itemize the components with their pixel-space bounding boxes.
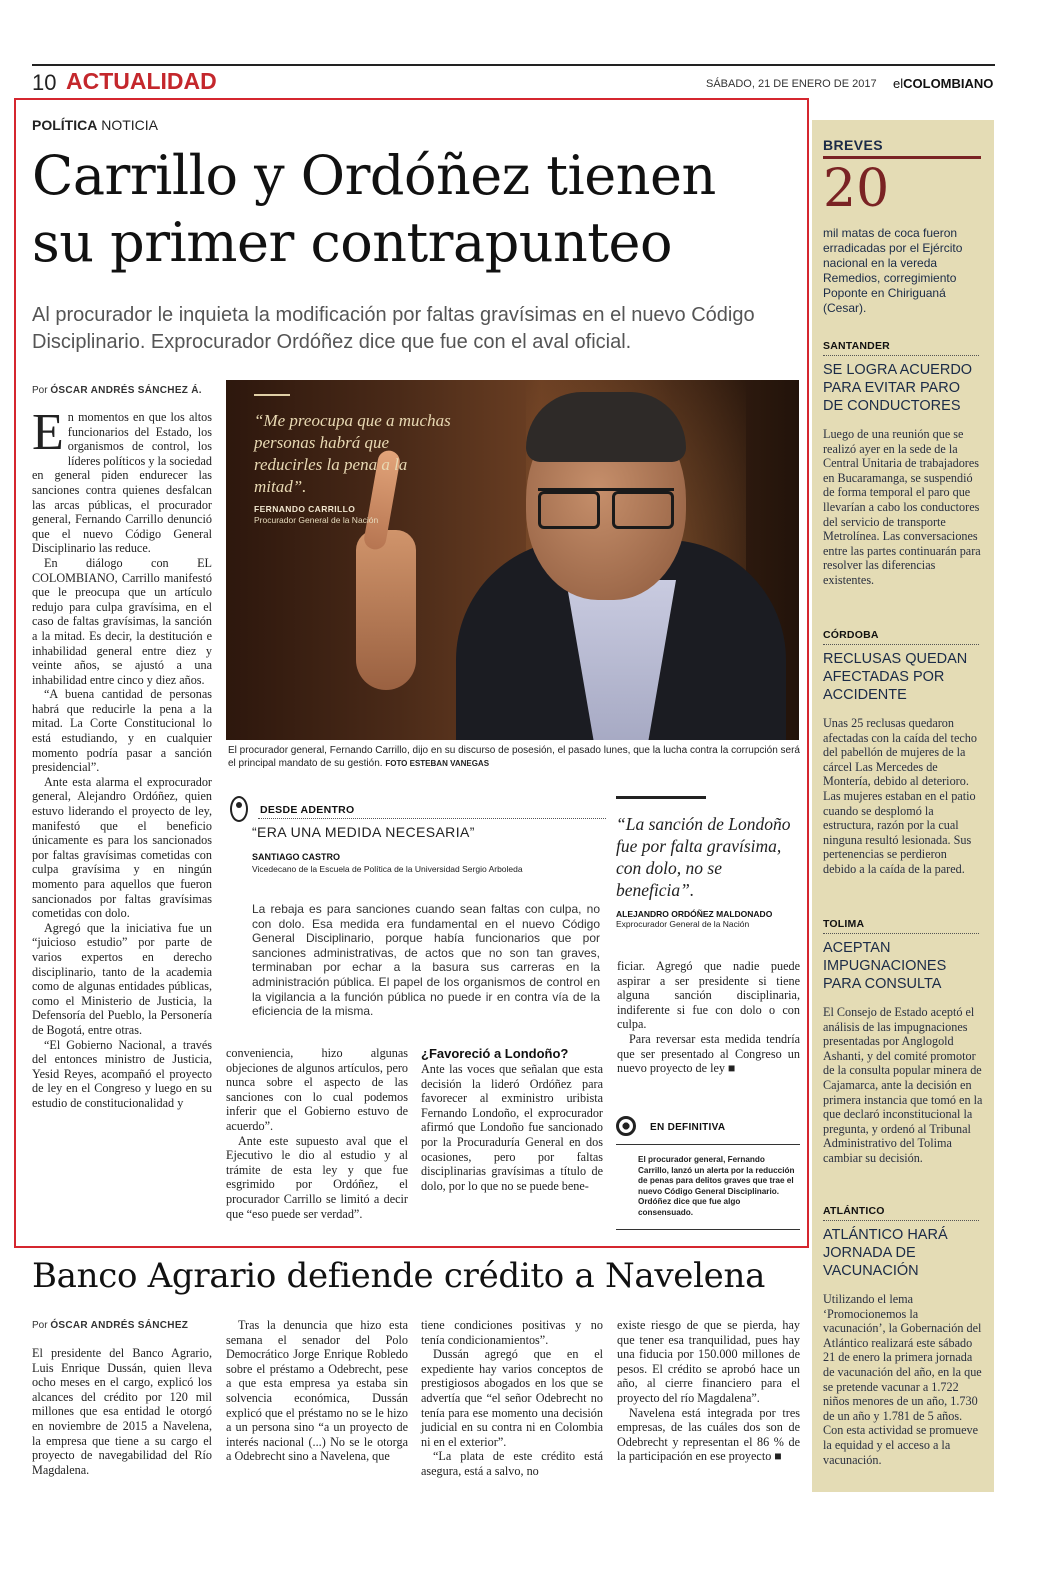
inside-box-name: SANTIAGO CASTRO xyxy=(252,852,341,862)
inside-box-text: La rebaja es para sanciones cuando sean faltas con culpa, no con dolo. Esa medida era fundamental en el nuevo Código General Disciplinario, porque había funcionarios que por sanciones administrativas, de actos que no son tan graves, terminaban por echar a la basura sus carreras en la administración pública. El papel de los organismos de control en la vigilancia a la función pública no puede ir en contra vía de la eficiencia de la misma. xyxy=(252,902,600,1019)
brief-region: CÓRDOBA xyxy=(823,629,879,641)
brief-item-atlantico xyxy=(823,1205,983,1467)
second-column-4 xyxy=(617,1318,800,1464)
second-headline: Banco Agrario defiende crédito a Navelena xyxy=(32,1256,766,1296)
brief-region-rule xyxy=(823,933,979,934)
pull-quote-text: “La sanción de Londoño fue por falta gravísima, con dolo, no se beneficia”. xyxy=(616,814,791,900)
col1-paragraph-6: “El Gobierno Nacional, a través del entonces ministro de Justicia, Yesid Reyes, acompañó el proyecto de ley en el Congreso y luego en su estudio de constitucionalidad y xyxy=(32,1037,212,1110)
brief-title: SE LOGRA ACUERDO PARA EVITAR PARO DE CONDUCTORES xyxy=(823,362,973,414)
col1-paragraph-1: n momentos en que los altos funcionarios del Estado, los organismos de control, los líderes políticos y la sociedad en general piden endurecer las sanciones contra quienes desfalcan las arcas públicas, el procurador general, Fernando Carrillo denunció que el nuevo Código General Disciplinario las reduce. xyxy=(32,410,212,556)
page-header xyxy=(32,64,995,96)
col3-paragraph-1: Ante las voces que señalan que esta decisión la lideró Ordóñez para favorecer al exministro uribista Fernando Londoño, el exprocurador afirmó que Londoño fue sancionado por la Procuraduría General en dos ocasiones, pero por faltas disciplinarias gravísimas a título de dolo, por lo que no se puede bene- xyxy=(421,1062,603,1193)
article-column-4 xyxy=(617,959,800,1076)
brief-region: ATLÁNTICO xyxy=(823,1205,885,1217)
article-column-2 xyxy=(226,1046,408,1221)
second-col3-paragraph-3: “La plata de este crédito está asegura, está a salvo, no xyxy=(421,1449,603,1478)
briefs-label: BREVES xyxy=(823,137,883,153)
definitive-text: El procurador general, Fernando Carrillo, lanzó un alerta por la reducción de penas para delitos graves que trae el nuevo Código General Disciplinario. Ordóñez dice que fue algo consensuado. xyxy=(616,1144,800,1230)
brief-title: ACEPTAN IMPUGNACIONES PARA CONSULTA xyxy=(823,940,947,992)
brief-item-cordoba xyxy=(823,629,983,877)
brief-region: SANTANDER xyxy=(823,340,890,352)
second-col4-paragraph-1: existe riesgo de que se pierda, hay que tener esa tranquilidad, pues hay una fiducia por 150.000 millones de pesos. El crédito se aprobó hace un año, al cierre financiero para el proyecto del río Magdalena”. xyxy=(617,1318,800,1405)
subheading-londono: ¿Favoreció a Londoño? xyxy=(421,1046,569,1061)
col1-paragraph-5: Agregó que la iniciativa fue un “juicioso estudio” por parte de varios expertos en derecho disciplinario, tanto de la academia como de algunas entidades públicas, como el Ministerio de Justicia, la Defensoría del Pueblo, la Personería de Bogotá, entre otras. xyxy=(32,920,212,1037)
inside-box xyxy=(230,796,605,1028)
photo-caption xyxy=(228,744,800,770)
photo-figure-glasses xyxy=(538,488,674,522)
article-kicker xyxy=(32,117,158,133)
brief-region-rule xyxy=(823,1220,979,1221)
brief-region-rule xyxy=(823,355,979,356)
pull-quote-rule xyxy=(616,796,706,799)
second-col3-paragraph-2: Dussán agregó que en el expediente hay varios conceptos de prestigiosos abogados en los que se advertía que “el señor Odebrecht no tenía para ese momento una decisión judicial en su contra ni en Colombia ni en el exterior”. xyxy=(421,1347,603,1449)
drop-cap: E xyxy=(32,404,64,461)
photo-figure-hand xyxy=(356,530,416,690)
headline-line-2: su primer contrapunteo xyxy=(32,211,672,274)
col1-paragraph-3: “A buena cantidad de personas habrá que reducirle la pena a la mitad. La Corte Constitucional lo está estudiando, y en cualquier momento podría pasar a sanción presidencial”. xyxy=(32,687,212,775)
col4-paragraph-1: ficiar. Agregó que nadie puede aspirar a ser presidente si tiene alguna sanción disciplinaria, indiferente si fue con dolo o con culpa. xyxy=(617,959,800,1032)
col2-paragraph-1: conveniencia, hizo algunas objeciones de algunos artículos, pero nunca sobre el aspecto de las sanciones con lo cual podemos inferir que el Gobierno estuvo de acuerdo”. xyxy=(226,1046,408,1133)
pull-quote-role: Exprocurador General de la Nación xyxy=(616,919,750,929)
article-column-1 xyxy=(32,404,212,1111)
headline-line-1: Carrillo y Ordóñez tienen xyxy=(32,144,716,207)
brief-title: RECLUSAS QUEDAN AFECTADAS POR ACCIDENTE xyxy=(823,651,968,703)
second-byline xyxy=(32,1320,188,1331)
byline-name: ÓSCAR ANDRÉS SÁNCHEZ Á. xyxy=(50,385,202,396)
person-icon xyxy=(230,796,248,822)
brief-body: Unas 25 reclusas quedaron afectadas con la caída del techo del pabellón de mujeres de la cárcel Las Mercedes de Montería, debido al deterioro. Las mujeres estaban en el patio cuando se desplomó la estructura, razón por la cual ninguna resultó lesionada. Sus pertenencias se perdieron debido a la caída de la pared. xyxy=(823,716,977,876)
masthead-name: COLOMBIANO xyxy=(903,76,994,91)
photo-quote-rule xyxy=(254,394,290,396)
pull-quote xyxy=(616,796,800,929)
inside-box-role: Vicedecano de la Escuela de Política de la Universidad Sergio Arboleda xyxy=(252,864,523,874)
definitive-box xyxy=(616,1112,800,1224)
article-photo xyxy=(226,380,799,740)
pull-quote-name: ALEJANDRO ORDÓÑEZ MALDONADO xyxy=(616,909,773,919)
edition-date: SÁBADO, 21 DE ENERO DE 2017 xyxy=(706,78,877,90)
page-number: 10 xyxy=(32,70,57,95)
brief-body: El Consejo de Estado aceptó el análisis de las impugnaciones presentadas por Anglogold Ashanti, y del comité promotor de la consulta popular minera de Cajamarca, ante la decisión en primera instancia que tomó en la que declaró inconstitucional la pregunta, y ordenó al Tribunal Administrativo del Tolima cambiar su decisión. xyxy=(823,1005,983,1165)
byline-prefix: Por xyxy=(32,1320,48,1331)
brief-body: Utilizando el lema ‘Promocionemos la vacunación’, la Gobernación del Atlántico realizará este sábado 21 de enero la primera jornada de vacunación del año, en la que se pretende vacunar a 1.722 niños menores de un año, 1.730 de un año y 1.781 de 5 años. Con esta actividad se promueve la equidad y el acceso a la vacunación. xyxy=(823,1292,982,1467)
article-column-3 xyxy=(421,1046,603,1193)
photo-quote-role: Procurador General de la Nación xyxy=(254,515,379,525)
second-column-2 xyxy=(226,1318,408,1464)
col2-paragraph-2: Ante este supuesto aval que el Ejecutivo le dio al estudio y al trámite de esta ley y que fue esgrimido por Ordóñez, el procurador Carrillo se limitó a decir que “eso puede ser verdad”. xyxy=(226,1133,408,1221)
second-col1-paragraph: El presidente del Banco Agrario, Luis Enrique Dussán, quien lleva ocho meses en el cargo, explicó los alcances del crédito por 120 mil millones que esa entidad le otorgó en noviembre de 2015 a Navelena, la empresa que tiene a su cargo el proyecto de navegabilidad del Río Magdalena. xyxy=(32,1346,212,1477)
brief-body: Luego de una reunión que se realizó ayer en la sede de la Central Unitaria de trabajadores en Bucaramanga, se suspendió de forma temporal el paro que llevarían a cabo los conductores del servicio de transporte Metrolínea. Las conversaciones entre las partes continuarán para resolver las diferencias existentes. xyxy=(823,427,981,587)
newspaper-masthead xyxy=(893,76,993,91)
inside-box-label: DESDE ADENTRO xyxy=(260,804,355,816)
briefs-lead-text: mil matas de coca fueron erradicadas por el Ejército nacional en la vereda Remedios, corregimiento Poponte en Chiriguaná (Cesar). xyxy=(823,226,963,315)
col1-paragraph-4: Ante esta alarma el exprocurador general, Alejandro Ordóñez, quien estuvo liderando el proyecto de ley, manifestó que el beneficio únicamente es para los sancionados por faltas gravísimas cometidas con culpa gravísima y en ningún momento para aquellos que fueron sancionados por faltas gravísimas cometidas con dolo. xyxy=(32,774,212,921)
second-col4-paragraph-2: Navelena está integrada por tres empresas, de las cuáles dos son de Odebrecht y representan el 86 % de la participación en ese proyecto ■ xyxy=(617,1405,800,1464)
second-col3-paragraph-1: tiene condiciones positivas y no tenía condicionamientos”. xyxy=(421,1318,603,1347)
definitive-label: EN DEFINITIVA xyxy=(650,1122,726,1133)
brief-item-tolima xyxy=(823,918,983,1166)
byline-prefix: Por xyxy=(32,385,48,396)
second-column-1 xyxy=(32,1346,212,1477)
col4-paragraph-2: Para reversar esta medida tendría que ser presentado al Congreso un nuevo proyecto de ley ■ xyxy=(617,1031,800,1076)
byline-name: ÓSCAR ANDRÉS SÁNCHEZ xyxy=(50,1320,189,1331)
kicker-type: NOTICIA xyxy=(101,117,159,133)
main-byline xyxy=(32,385,202,396)
second-col2-paragraph: Tras la denuncia que hizo esta semana el senador del Polo Democrático Jorge Enrique Robledo sobre el préstamo a Odebrecht, pese a que esta empresa ya estaba sin solvencia económica, Dussán explicó que el préstamo no se le hizo a un persona sino “a un proyecto de interés nacional (...) No se le otorga a Odebrecht sino a Navelena, que xyxy=(226,1318,408,1464)
brief-region: TOLIMA xyxy=(823,918,865,930)
inside-box-title: “ERA UNA MEDIDA NECESARIA” xyxy=(252,824,475,840)
briefs-big-number: 20 xyxy=(823,159,890,219)
second-column-3 xyxy=(421,1318,603,1479)
photo-credit: FOTO ESTEBAN VANEGAS xyxy=(385,759,490,768)
masthead-el: el xyxy=(893,76,904,91)
article-deck: Al procurador le inquieta la modificación por faltas gravísimas en el nuevo Código Disciplinario. Exprocurador Ordóñez dice que fue con el aval oficial. xyxy=(32,304,755,353)
brief-title: ATLÁNTICO HARÁ JORNADA DE VACUNACIÓN xyxy=(823,1227,948,1279)
col1-paragraph-2: En diálogo con EL COLOMBIANO, Carrillo manifestó que le preocupa que un artículo redujo para culpa gravísima, en el caso de faltas gravísimas, la sanción a la mitad. Es decir, la destitución e inhabilidad general entre diez y veinte años, se ajustó a una inhabilidad entre cinco y diez años. xyxy=(32,555,212,687)
target-icon xyxy=(616,1116,636,1136)
photo-figure-hair xyxy=(526,392,686,462)
main-headline xyxy=(32,142,802,276)
inside-box-rule xyxy=(258,818,606,819)
brief-item-santander xyxy=(823,340,983,588)
photo-quote: “Me preocupa que a muchas personas habrá que reducirles la pena a la mitad”. xyxy=(254,411,451,496)
kicker-section: POLÍTICA xyxy=(32,117,98,133)
caption-text: El procurador general, Fernando Carrillo, dijo en su discurso de posesión, el pasado lunes, que la lucha contra la corrupción será el principal mandato de su gestión. xyxy=(228,745,800,769)
section-name: ACTUALIDAD xyxy=(66,68,217,94)
photo-quote-name: FERNANDO CARRILLO xyxy=(254,504,356,514)
brief-region-rule xyxy=(823,644,979,645)
